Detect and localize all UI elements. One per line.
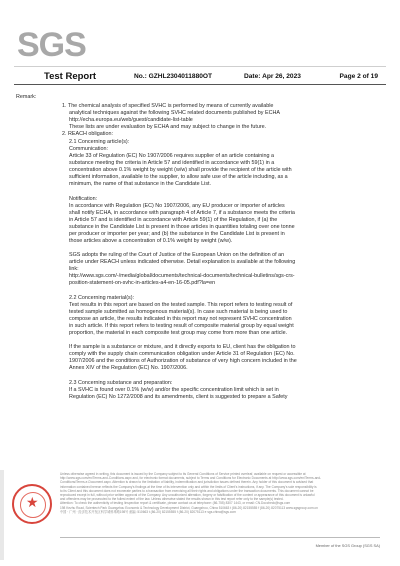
footer-divider [60, 537, 380, 538]
body-line: 1. The chemical analysis of specified SVHC is performed by means of currently available [62, 103, 274, 109]
disclaimer-line: Conditions/Terms-e-Document.aspx. Attention is drawn to the limitation of liability, indemnification and jurisdiction issues defined therein. Any holder of this document is advised that [60, 480, 314, 485]
body-line: those articles above a concentration of 0.1% weight by weight (w/w). [69, 238, 233, 244]
sgs-statement-link[interactable]: http://www.sgs.com/-/media/global/documents/technical-documents/technical-bulletins/sgs-crs- [69, 273, 295, 279]
star-icon: ★ [26, 494, 39, 510]
body-line: SGS adopts the ruling of the Court of Justice of the European Union on the definition of an [69, 252, 285, 258]
margin-strip [0, 470, 4, 560]
sgs-logo: SGS [17, 26, 86, 64]
disclaimer-line: Unless otherwise agreed in writing, this document is issued by the Company subject to its General Conditions of Service printed overleaf, available on request or accessible at [60, 472, 306, 476]
body-line: per producer or importer per year; and (b) the substance in the Candidate List is present in [69, 231, 285, 237]
body-line: If the sample is a substance or mixture, and it directly exports to EU, client has the obligation to [69, 344, 296, 350]
body-line: tested sample submitted as homogenous material(s). In case such material is being used to [69, 309, 288, 315]
body-line: These lists are under evaluation by ECHA and may subject to change in the future. [69, 124, 267, 130]
member-note: Member of the SGS Group (SGS SA) [315, 543, 380, 548]
body-line: shall notify ECHA, in accordance with paragraph 4 of Article 7, if a substance meets the criteria [69, 210, 295, 216]
body-line: Regulation (EC) No 1272/2008 and its amendments, client is suggested to prepare a Safety [69, 394, 288, 400]
body-line: article under REACH unless indicated otherwise. Detail explanation is available at the following [69, 259, 296, 265]
body-line: analytical techniques against the following SVHC related documents published by ECHA [69, 110, 280, 116]
report-header [14, 70, 386, 84]
body-line: concentration above 0.1% weight by weight (w/w) shall provide the recipient of the article with [69, 167, 292, 173]
page-indicator: Page 2 of 19 [339, 73, 378, 80]
disclaimer-line: reproduced except in full, without prior written approval of the Company. Any unauthorized alteration, forgery or falsification of the content or appearance of this document is unlawful [60, 493, 315, 498]
disclaimer-line: information contained hereon reflects the Company's findings at the time of its intervention only and within the limits of Client's instructions, if any. The Company's sole responsibility is [60, 484, 317, 489]
body-line: minimum, the name of that substance in the Candidate List. [69, 181, 212, 187]
subheading: 2.1 Concerning article(s): [69, 139, 130, 145]
logo-divider [14, 66, 386, 67]
report-number: No.: GZHL2304011880OT [134, 73, 213, 80]
body-line: in Article 57 and is identified in accordance with Article 59(1) of the Regulation, if (a) the [69, 217, 278, 223]
body-line: substance meeting the criteria in Article 57 and identified in accordance with 59(1) in a [69, 160, 275, 166]
official-seal-stamp [12, 484, 52, 524]
subheading: Communication: [69, 146, 108, 152]
body-line: compose an article, the results indicated in this report may not represent SVHC concentration [69, 316, 292, 322]
report-title: Test Report [44, 71, 97, 82]
body-line: Annex XIV of the Regulation (EC) No. 1907/2006. [69, 365, 188, 371]
disclaimer-line: http://www.sgs.com/en/Terms-and-Conditions.aspx and, for electronic format documents, subject to Terms and Conditions for Electronic Documents at http://www.sgs.com/en/Terms-and- [60, 476, 322, 481]
body-line: in such article. If this report refers to testing result of composite material group by equal weight [69, 323, 294, 329]
body-line: comply with the supply chain communication obligation under Article 31 of Regulation (EC) No. [69, 351, 295, 357]
address-line: 中国 · 广州 · 经济技术开发区科学城科珠路198号 邮编: 510663 t (86-20) 82155555 f (86-20) 82075113 e sgs.china@sgs.com [60, 509, 236, 514]
body-line: Article 33 of Regulation (EC) No 1907/2006 requires supplier of an article containing a [69, 153, 274, 159]
body-line: 1907/2006 and the conditions of Authorization of substance of very high concern included in the [69, 358, 297, 364]
echa-link[interactable]: http://echa.europa.eu/web/guest/candidate-list-table [69, 117, 193, 123]
disclaimer-line: to its Client and this document does not exonerate parties to a transaction from exercising all their rights and obligations under the transaction documents. This document cannot be [60, 488, 314, 493]
body-line: If a SVHC is found over 0.1% (w/w) and/or the specific concentration limit which is set in [69, 387, 279, 393]
body-line: 2. REACH obligation: [62, 131, 113, 137]
subheading: Notification: [69, 196, 98, 202]
body-line: link: [69, 266, 79, 272]
legal-disclaimer [60, 472, 380, 514]
body-line: In accordance with Regulation (EC) No 1907/2006, any EU producer or importer of articles [69, 203, 285, 209]
body-line: Test results in this report are based on the tested sample. This report refers to testing result of [69, 302, 293, 308]
body-line: sufficient information, available to the supplier, to allow safe use of the article including, as a [69, 174, 288, 180]
sgs-statement-link[interactable]: position-statement-on-svhc-in-articles-a4-en-16-05.pdf?la=en [69, 280, 216, 286]
body-line: substance in the Candidate List is present in those articles in quantities totaling over one tonne [69, 224, 295, 230]
address-line: 198 Kezhu Road, Scientech Park Guangzhou Economic & Technology Development District, Guangzhou, China 510663 t (86-20) 82155555 f (86-20) 82075113 www.sgsgroup.com.cn [60, 505, 318, 510]
header-divider [14, 84, 386, 85]
remark-heading: Remark: [16, 94, 37, 100]
disclaimer-line: Attention: To check the authenticity of testing /inspection report & certificate, please contact us at telephone: (86-755) 8307 1443, or email: CN.Doccheck@sgs.com [60, 501, 291, 506]
report-date: Date: Apr 26, 2023 [244, 73, 301, 80]
subheading: 2.2 Concerning material(s): [69, 295, 135, 301]
body-line: proportion, the material in each composite test group may come from more than one article. [69, 330, 288, 336]
subheading: 2.3 Concerning substance and preparation: [69, 380, 173, 386]
disclaimer-line: and offenders may be prosecuted to the fullest extent of the law. Unless otherwise stated the results shown in this test report refer only to the sample(s) tested. [60, 497, 284, 502]
